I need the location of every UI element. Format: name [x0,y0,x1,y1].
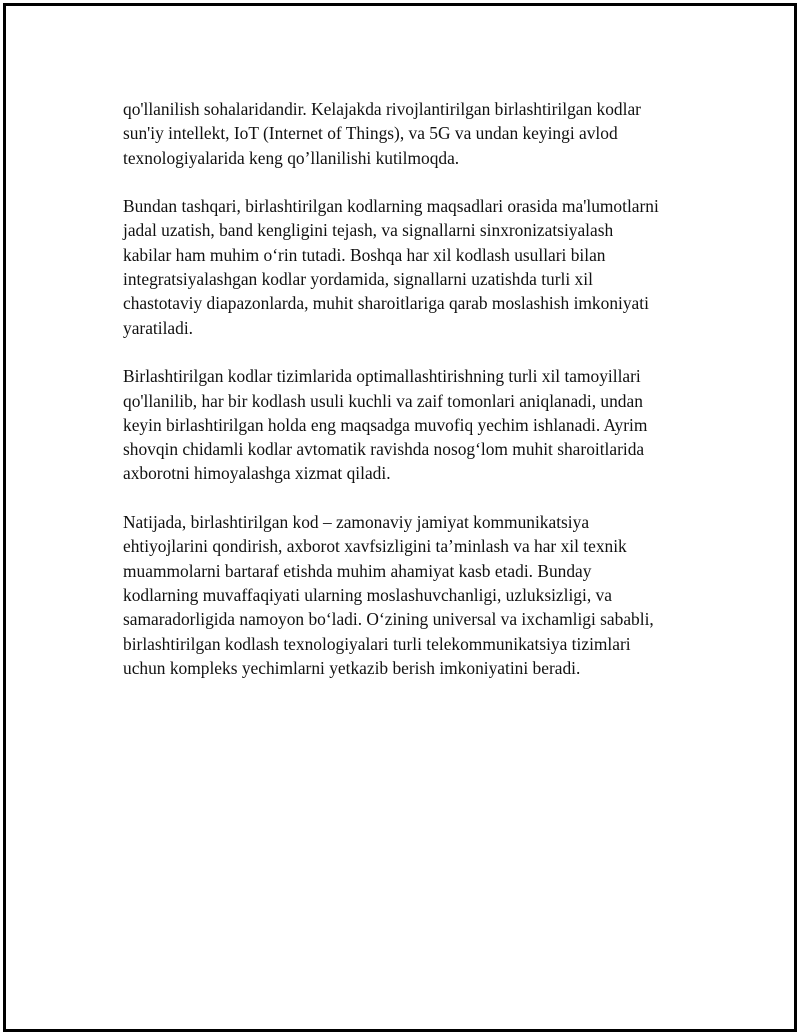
page-frame [3,3,797,1032]
text-line: axborotni himoyalashga xizmat qiladi. [123,463,391,484]
text-line: sun'iy intellekt, IoT (Internet of Things), va 5G va undan keyingi avlod [123,123,618,144]
text-line: muammolarni bartaraf etishda muhim ahamiyat kasb etadi. Bunday [123,560,592,581]
text-line: shovqin chidamli kodlar avtomatik ravishda nosog‘lom muhit sharoitlarida [123,439,645,460]
text-line: yaratiladi. [123,317,194,338]
paragraph-3 [123,364,713,485]
text-line: ehtiyojlarini qondirish, axborot xavfsizligini ta’minlash va har xil texnik [123,536,627,557]
paragraph-1 [123,97,713,170]
document-body [123,97,713,704]
text-line: kabilar ham muhim o‘rin tutadi. Boshqa har xil kodlash usullari bilan [123,244,606,265]
text-line: Natijada, birlashtirilgan kod – zamonaviy jamiyat kommunikatsiya [123,512,590,533]
text-line: Birlashtirilgan kodlar tizimlarida optimallashtirishning turli xil tamoyillari [123,366,641,387]
text-line: qo'llanilib, har bir kodlash usuli kuchli va zaif tomonlari aniqlanadi, undan [123,390,643,411]
text-line: samaradorligida namoyon bo‘ladi. O‘zining universal va ixchamligi sababli, [123,609,654,630]
paragraph-2 [123,194,713,340]
text-line: kodlarning muvaffaqiyati ularning moslashuvchanligi, uzluksizligi, va [123,584,612,605]
text-line: qo'llanilish sohalaridandir. Kelajakda rivojlantirilgan birlashtirilgan kodlar [123,99,641,119]
text-line: birlashtirilgan kodlash texnologiyalari turli telekommunikatsiya tizimlari [123,633,631,654]
text-line: jadal uzatish, band kengligini tejash, va signallarni sinxronizatsiyalash [123,220,614,241]
paragraph-4 [123,510,713,680]
text-line: texnologiyalarida keng qo’llanilishi kutilmoqda. [123,147,460,168]
text-line: Bundan tashqari, birlashtirilgan kodlarning maqsadlari orasida ma'lumotlarni [123,196,659,217]
text-line: chastotaviy diapazonlarda, muhit sharoitlariga qarab moslashish imkoniyati [123,293,649,314]
text-line: uchun kompleks yechimlarni yetkazib berish imkoniyatini beradi. [123,657,581,678]
text-line: keyin birlashtirilgan holda eng maqsadga muvofiq yechim ishlanadi. Ayrim [123,414,648,435]
text-line: integratsiyalashgan kodlar yordamida, signallarni uzatishda turli xil [123,269,593,290]
